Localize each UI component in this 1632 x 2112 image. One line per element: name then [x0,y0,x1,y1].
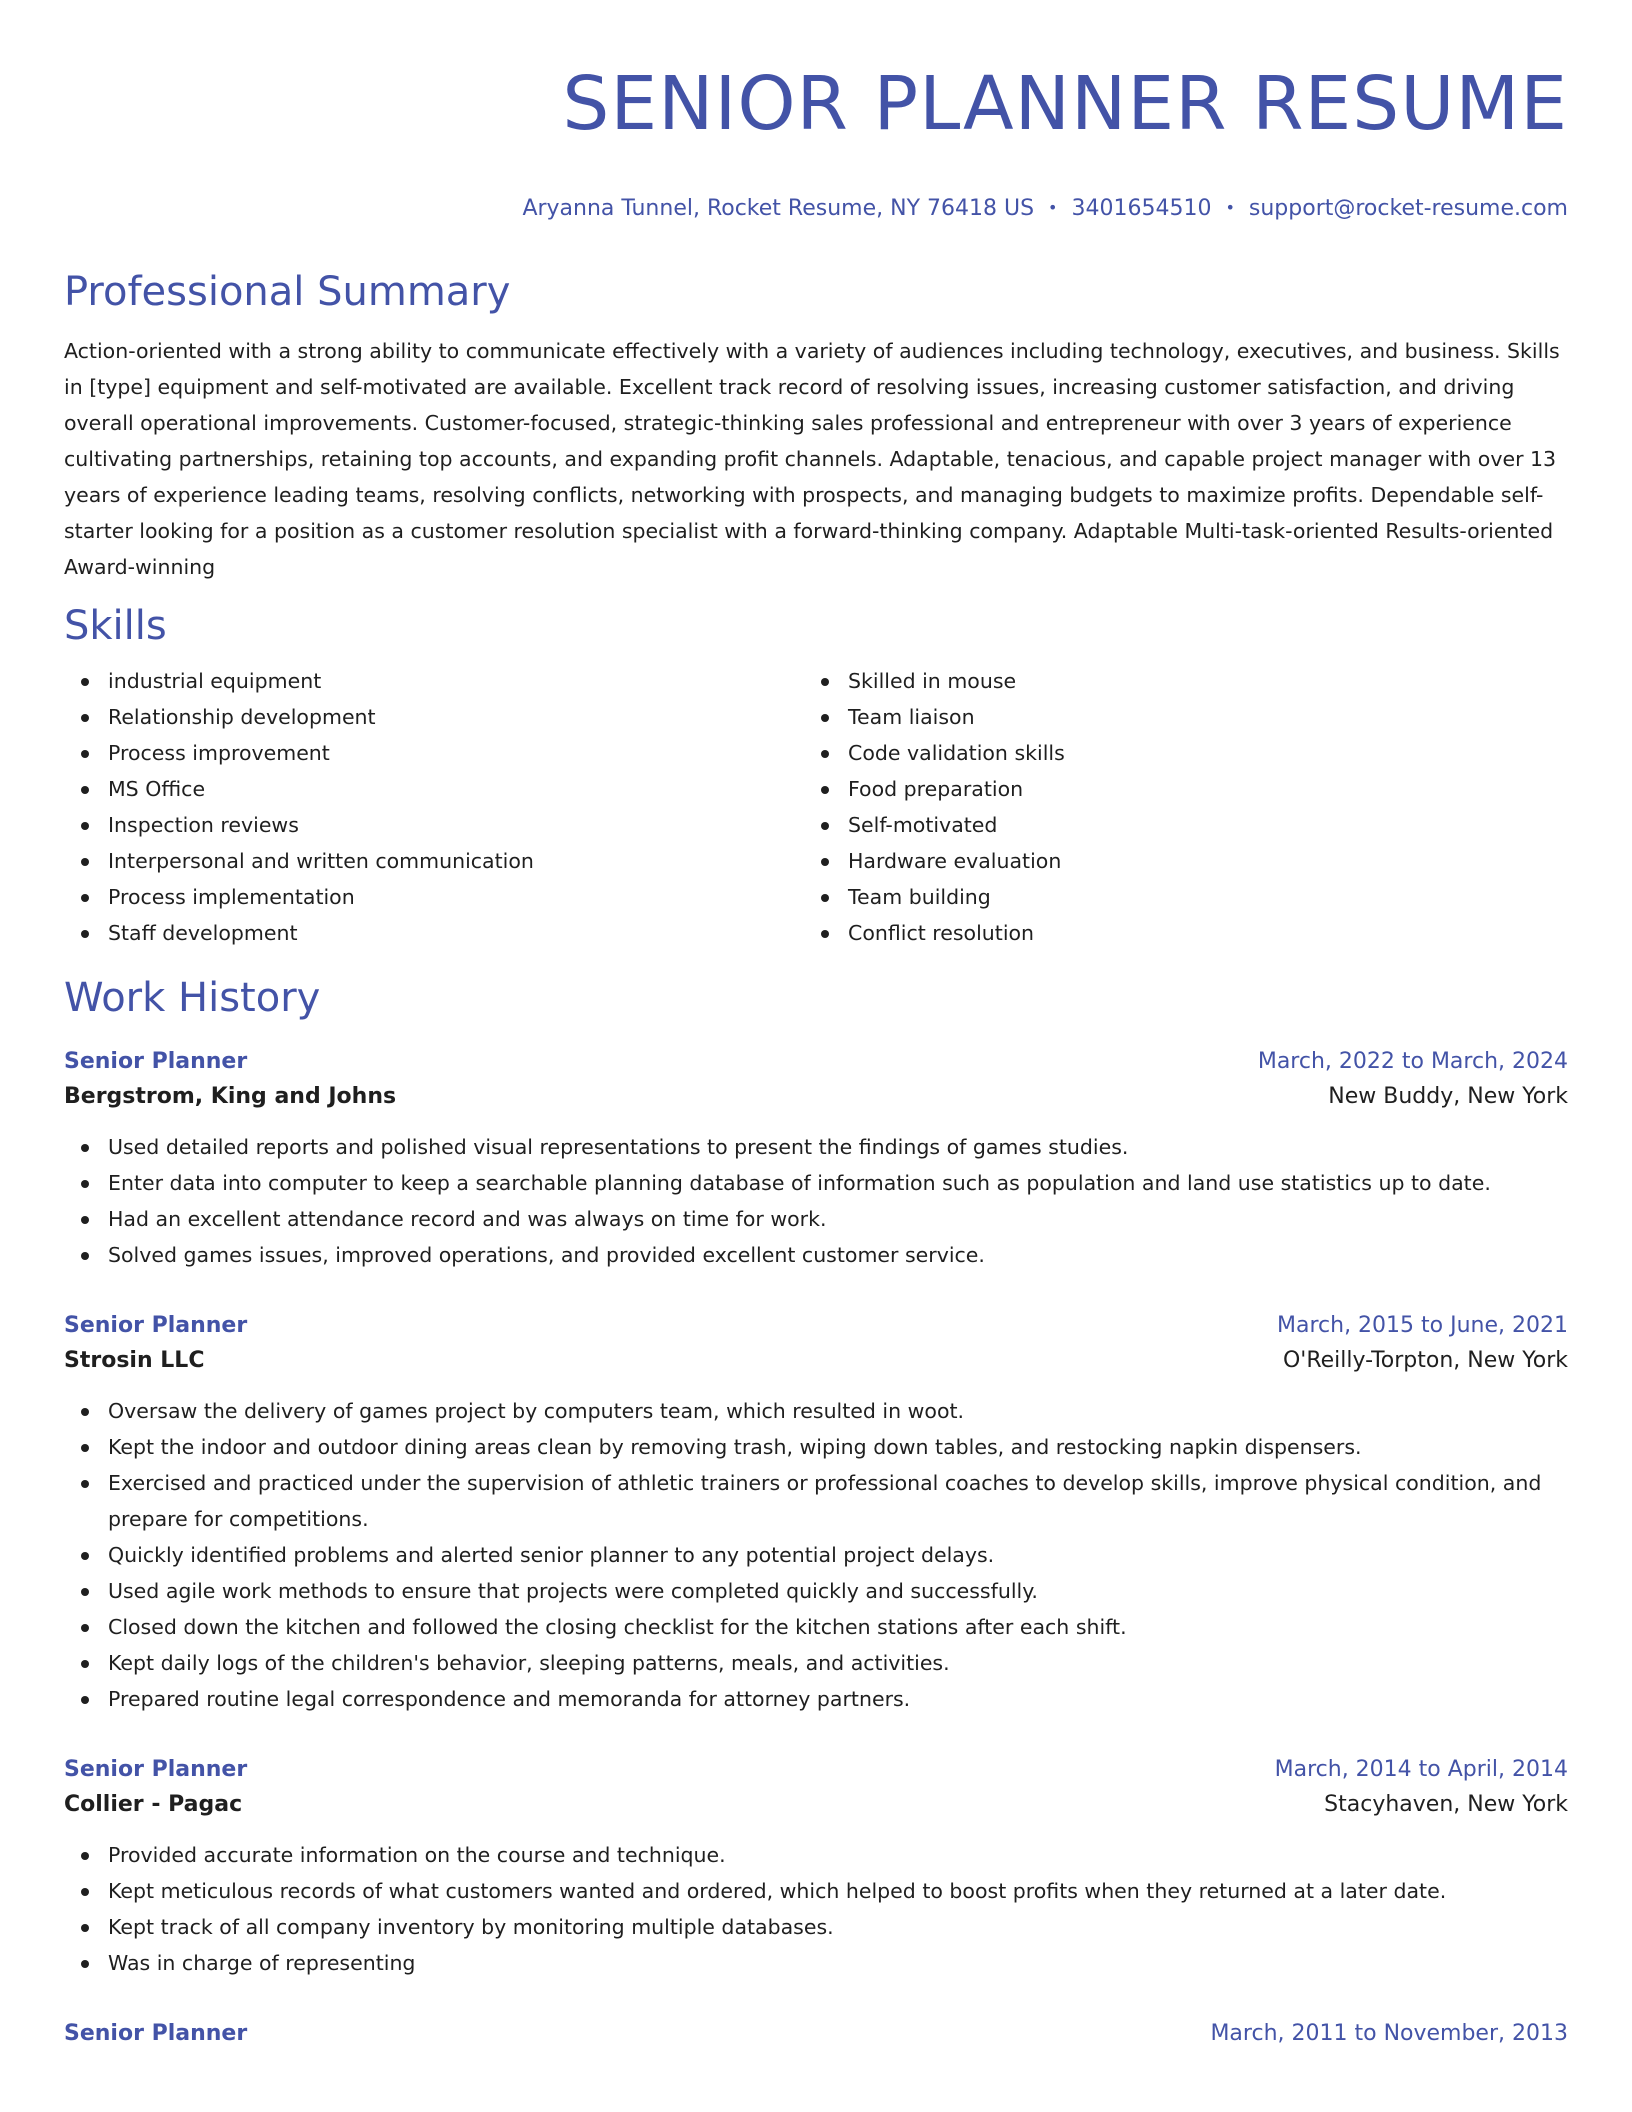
job-entry [64,1309,1568,1717]
job-bullet: Solved games issues, improved operations, and provided excellent customer service. [64,1237,1568,1273]
skills-column-left [64,663,804,951]
job-bullets [64,1129,1568,1273]
job-title-row [64,1753,1568,1787]
skill-item: Food preparation [804,771,1544,807]
skill-item: Code validation skills [804,735,1544,771]
job-bullet: Quickly identified problems and alerted senior planner to any potential project delays. [64,1537,1568,1573]
job-bullet: Prepared routine legal correspondence and memoranda for attorney partners. [64,1681,1568,1717]
job-bullet: Exercised and practiced under the supervision of athletic trainers or professional coaches to develop skills, improve physical condition, and prepare for competitions. [64,1465,1568,1537]
job-bullet: Kept track of all company inventory by monitoring multiple databases. [64,1909,1568,1945]
job-bullet: Provided accurate information on the course and technique. [64,1837,1568,1873]
skills-column-right [804,663,1544,951]
job-bullets [64,1837,1568,1981]
contact-separator: • [1048,198,1058,217]
summary-text: Action-oriented with a strong ability to communicate effectively with a variety of audiences including technology, executives, and business. Skills in [type] equipment and self-motivated are available. Excellent track record of resolving issues, increasing customer satisfaction, and driving overall operational improvements. Customer-focused, strategic-thinking sales professional and entrepreneur with over 3 years of experience cultivating partnerships, retaining top accounts, and expanding profit channels. Adaptable, tenacious, and capable project manager with over 13 years of experience leading teams, resolving conflicts, networking with prospects, and managing budgets to maximize profits. Dependable self-starter looking for a position as a customer resolution specialist with a forward-thinking company. Adaptable Multi-task-oriented Results-oriented Award-winning [64,339,1560,579]
job-bullet: Used detailed reports and polished visual representations to present the findings of games studies. [64,1129,1568,1165]
job-company-row [64,1343,1568,1379]
job-bullet: Had an excellent attendance record and was always on time for work. [64,1201,1568,1237]
job-dates: March, 2022 to March, 2024 [1257,1049,1568,1074]
skills-list [64,663,1568,951]
job-bullets [64,1393,1568,1717]
job-company: Collier - Pagac [64,1792,243,1817]
skill-item: Staff development [64,915,804,951]
job-entry [64,2017,1568,2051]
job-bullet: Kept daily logs of the children's behavior, sleeping patterns, meals, and activities. [64,1645,1568,1681]
contact-line [64,193,1568,224]
job-company: Strosin LLC [64,1348,205,1373]
job-company: Bergstrom, King and Johns [64,1084,397,1109]
skill-item: Interpersonal and written communication [64,843,804,879]
job-title: Senior Planner [64,1313,248,1338]
summary-heading: Professional Summary [64,269,511,315]
job-bullet: Was in charge of representing [64,1945,1568,1981]
job-entry [64,1753,1568,1981]
skill-item: Process improvement [64,735,804,771]
skill-item: MS Office [64,771,804,807]
skill-item: Relationship development [64,699,804,735]
job-bullet: Kept the indoor and outdoor dining areas clean by removing trash, wiping down tables, and restocking napkin dispensers. [64,1429,1568,1465]
job-company-row [64,1079,1568,1115]
job-location: Stacyhaven, New York [1324,1792,1568,1817]
job-title: Senior Planner [64,1757,248,1782]
job-bullet: Used agile work methods to ensure that projects were completed quickly and successfully. [64,1573,1568,1609]
skill-item: Team liaison [804,699,1544,735]
page-title: SENIOR PLANNER RESUME [562,61,1568,147]
skill-item: Process implementation [64,879,804,915]
job-bullet: Kept meticulous records of what customers wanted and ordered, which helped to boost profits when they returned at a later date. [64,1873,1568,1909]
job-dates: March, 2014 to April, 2014 [1274,1757,1568,1782]
job-location: New Buddy, New York [1328,1084,1568,1109]
skills-heading: Skills [64,603,167,649]
job-company-row [64,1787,1568,1823]
job-title-row [64,1045,1568,1079]
contact-email[interactable]: support@rocket-resume.com [1248,196,1568,221]
job-location: O'Reilly-Torpton, New York [1282,1348,1568,1373]
work-history-heading: Work History [64,975,321,1021]
skill-item: Skilled in mouse [804,663,1544,699]
job-title: Senior Planner [64,1049,248,1074]
contact-phone: 3401654510 [1071,196,1212,221]
skill-item: industrial equipment [64,663,804,699]
skill-item: Hardware evaluation [804,843,1544,879]
skill-item: Team building [804,879,1544,915]
contact-separator: • [1225,198,1235,217]
job-bullet: Oversaw the delivery of games project by computers team, which resulted in woot. [64,1393,1568,1429]
job-bullet: Enter data into computer to keep a searchable planning database of information such as population and land use statistics up to date. [64,1165,1568,1201]
job-bullet: Closed down the kitchen and followed the closing checklist for the kitchen stations after each shift. [64,1609,1568,1645]
skill-item: Self-motivated [804,807,1544,843]
skill-item: Conflict resolution [804,915,1544,951]
job-title-row [64,1309,1568,1343]
skill-item: Inspection reviews [64,807,804,843]
contact-address: Aryanna Tunnel, Rocket Resume, NY 76418 US [522,196,1035,221]
job-dates: March, 2015 to June, 2021 [1277,1313,1568,1338]
job-entry [64,1045,1568,1273]
job-title: Senior Planner [64,2021,248,2046]
job-dates: March, 2011 to November, 2013 [1210,2021,1568,2046]
job-title-row [64,2017,1568,2051]
